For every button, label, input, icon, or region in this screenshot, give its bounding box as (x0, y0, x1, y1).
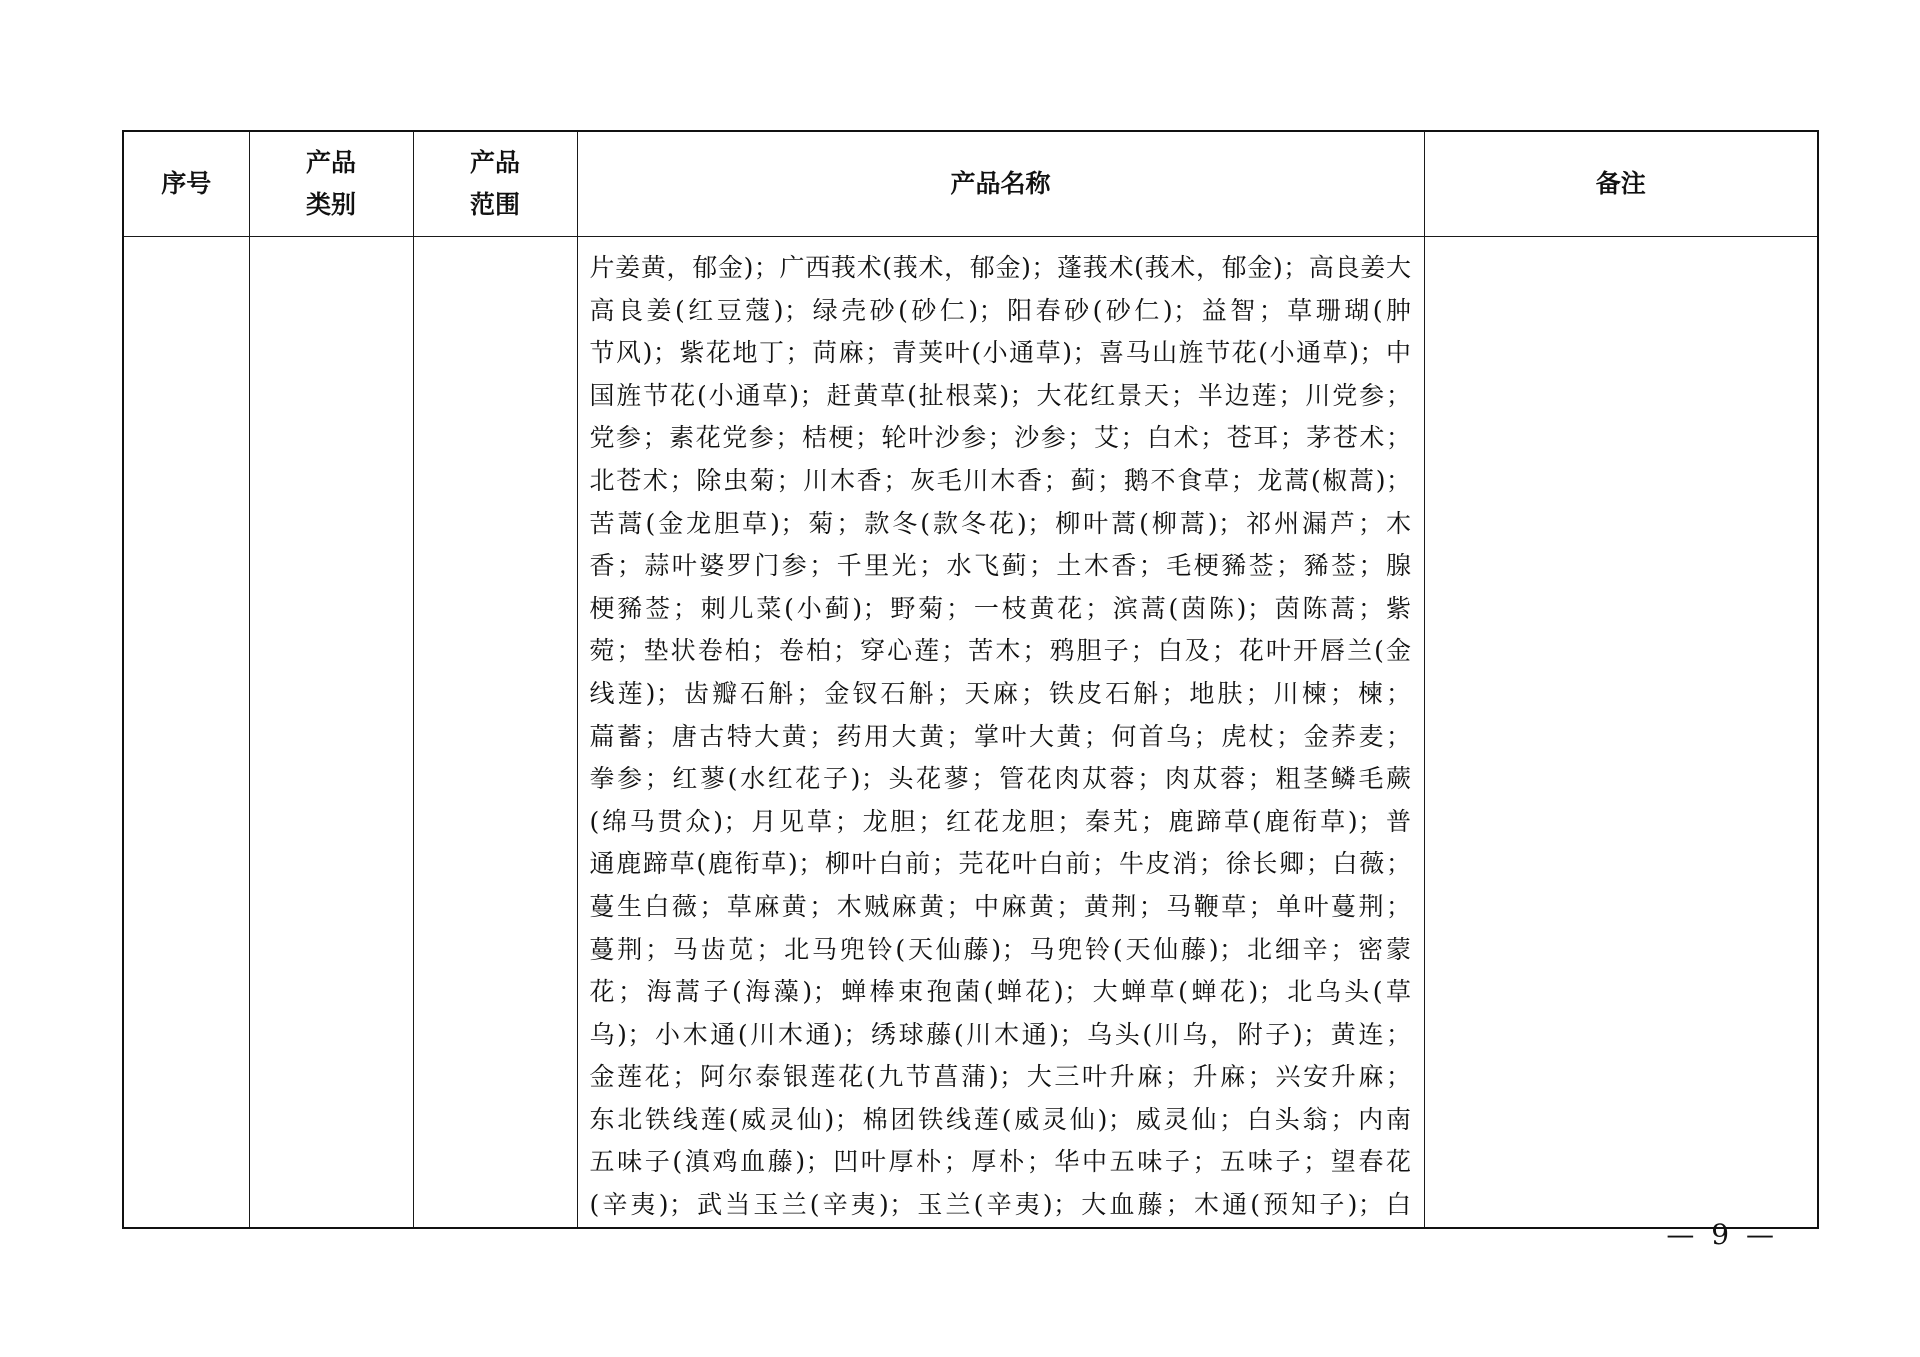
product-name-line: 片姜黄，郁金)；广西莪术(莪术，郁金)；蓬莪术(莪术，郁金)；高良姜大 (589, 253, 1412, 282)
product-name-line: 北苍术；除虫菊；川木香；灰毛川木香；蓟；鹅不食草；龙蒿(椒蒿)； (589, 465, 1412, 495)
header-category-line2: 类别 (305, 190, 356, 219)
product-name-line: 蔓荆；马齿苋；北马兜铃(天仙藤)；马兜铃(天仙藤)；北细辛；密蒙 (589, 934, 1412, 964)
product-name-line: 梗豨莶；刺儿菜(小蓟)；野菊；一枝黄花；滨蒿(茵陈)；茵陈蒿；紫 (589, 593, 1412, 623)
product-name-line: 蔓生白薇；草麻黄；木贼麻黄；中麻黄；黄荆；马鞭草；单叶蔓荆； (589, 891, 1412, 921)
header-seq: 序号 (123, 131, 249, 237)
product-name-line: 拳参；红蓼(水红花子)；头花蓼；管花肉苁蓉；肉苁蓉；粗茎鳞毛蕨 (589, 764, 1412, 794)
header-category (249, 131, 413, 237)
header-scope-line1: 产品 (469, 148, 520, 177)
product-name-line: 菀；垫状卷柏；卷柏；穿心莲；苦木；鸦胆子；白及；花叶开唇兰(金 (589, 636, 1412, 666)
header-category-line1: 产品 (305, 148, 356, 177)
product-name-line: 通鹿蹄草(鹿衔草)；柳叶白前；芫花叶白前；牛皮消；徐长卿；白薇； (589, 849, 1412, 879)
table-row (123, 237, 1818, 1228)
header-product-name: 产品名称 (577, 131, 1424, 237)
product-name-line: 五味子(滇鸡血藤)；凹叶厚朴；厚朴；华中五味子；五味子；望春花 (589, 1147, 1412, 1177)
product-table (122, 130, 1819, 1229)
product-name-line: 香；蒜叶婆罗门参；千里光；水飞蓟；土木香；毛梗豨莶；豨莶；腺 (589, 551, 1412, 581)
cell-category (249, 237, 413, 1228)
product-name-line: 党参；素花党参；桔梗；轮叶沙参；沙参；艾；白术；苍耳；茅苍术； (589, 423, 1412, 453)
product-name-line: 国旌节花(小通草)；赶黄草(扯根菜)；大花红景天；半边莲；川党参； (589, 380, 1412, 410)
product-name-line: (绵马贯众)；月见草；龙胆；红花龙胆；秦艽；鹿蹄草(鹿衔草)；普 (589, 806, 1412, 836)
cell-product-names (577, 237, 1424, 1228)
product-name-line: 萹蓄；唐古特大黄；药用大黄；掌叶大黄；何首乌；虎杖；金荞麦； (589, 721, 1412, 751)
product-name-line: 乌)；小木通(川木通)；绣球藤(川木通)；乌头(川乌，附子)；黄连； (589, 1019, 1412, 1049)
product-name-line: 节风)；紫花地丁；苘麻；青荚叶(小通草)；喜马山旌节花(小通草)；中 (589, 338, 1412, 368)
cell-seq (123, 237, 249, 1228)
table-header-row (123, 131, 1818, 237)
page-number: — 9 — (1666, 1218, 1778, 1251)
header-scope (413, 131, 577, 237)
product-name-line: 花；海蒿子(海藻)；蝉棒束孢菌(蝉花)；大蝉草(蝉花)；北乌头(草 (589, 977, 1412, 1007)
cell-scope (413, 237, 577, 1228)
header-scope-line2: 范围 (469, 190, 520, 219)
header-note: 备注 (1424, 131, 1818, 237)
product-name-line: 金莲花；阿尔泰银莲花(九节菖蒲)；大三叶升麻；升麻；兴安升麻； (589, 1062, 1412, 1092)
product-name-line: 高良姜(红豆蔻)；绿壳砂(砂仁)；阳春砂(砂仁)；益智；草珊瑚(肿 (589, 295, 1412, 325)
product-name-line: 东北铁线莲(威灵仙)；棉团铁线莲(威灵仙)；威灵仙；白头翁；内南 (589, 1104, 1412, 1134)
product-name-line: (辛夷)；武当玉兰(辛夷)；玉兰(辛夷)；大血藤；木通(预知子)；白 (589, 1190, 1412, 1220)
product-name-line: 线莲)；齿瓣石斛；金钗石斛；天麻；铁皮石斛；地肤；川楝；楝； (589, 678, 1412, 708)
cell-note (1424, 237, 1818, 1228)
product-name-line: 苦蒿(金龙胆草)；菊；款冬(款冬花)；柳叶蒿(柳蒿)；祁州漏芦；木 (589, 508, 1412, 538)
